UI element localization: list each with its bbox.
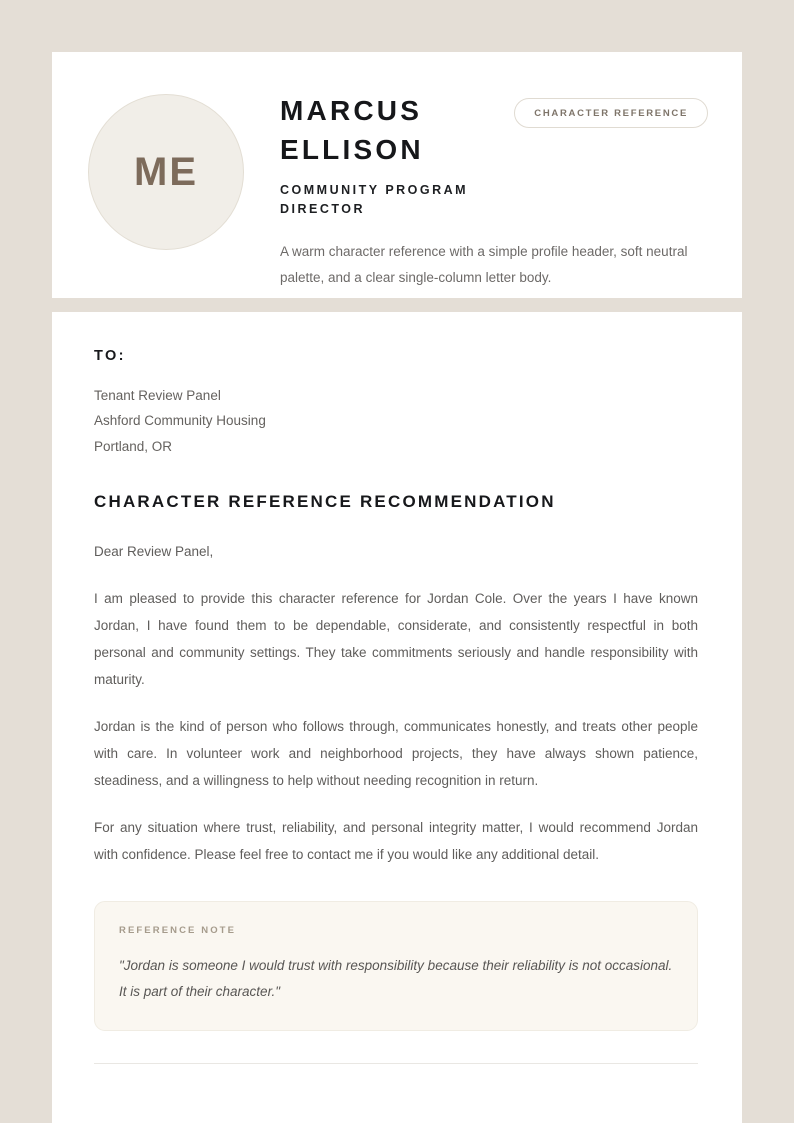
profile-header-card xyxy=(52,52,742,298)
footer-divider xyxy=(94,1063,698,1064)
header-description: A warm character reference with a simple profile header, soft neutral palette, and a clear single-column letter body. xyxy=(280,243,688,286)
reference-note-box xyxy=(94,901,698,1031)
job-title: COMMUNITY PROGRAM DIRECTOR xyxy=(280,183,469,216)
letter-paragraph: For any situation where trust, reliability, and personal integrity matter, I would recommend Jordan with confidence. Please feel free to contact me if you would like any additional detail. xyxy=(94,820,698,863)
page-title: MARCUS ELLISON xyxy=(280,95,424,165)
name-and-badge-row xyxy=(280,92,708,169)
avatar-initials: ME xyxy=(134,150,198,194)
letter-body-card xyxy=(52,312,742,1123)
recipient-line: Portland, OR xyxy=(94,438,173,454)
letter-paragraph: Jordan is the kind of person who follows through, communicates honestly, and treats other people with care. In volunteer work and neighborhood projects, they have always shown patience, steadiness, and a willingness to help without needing recognition in return. xyxy=(94,719,698,789)
salutation: Dear Review Panel, xyxy=(94,544,214,560)
recipient-line: Tenant Review Panel xyxy=(94,388,221,403)
letter-paragraph: I am pleased to provide this character reference for Jordan Cole. Over the years I have known Jordan, I have found them to be dependable, considerate, and consistently respectful in both personal and community settings. They take commitments seriously and handle responsibility with maturity. xyxy=(94,591,698,688)
section-title: CHARACTER REFERENCE RECOMMENDATION xyxy=(94,492,556,512)
recipient-line: Ashford Community Housing xyxy=(94,413,266,429)
reference-note-label: REFERENCE NOTE xyxy=(119,925,237,937)
header-main xyxy=(244,90,708,291)
recipient-label: TO: xyxy=(94,348,126,364)
status-badge: CHARACTER REFERENCE xyxy=(514,98,708,128)
reference-note-quote: "Jordan is someone I would trust with responsibility because their reliability is not occasional. It is part of their character." xyxy=(119,958,673,1000)
recipient-block xyxy=(94,383,698,459)
avatar xyxy=(88,94,244,250)
